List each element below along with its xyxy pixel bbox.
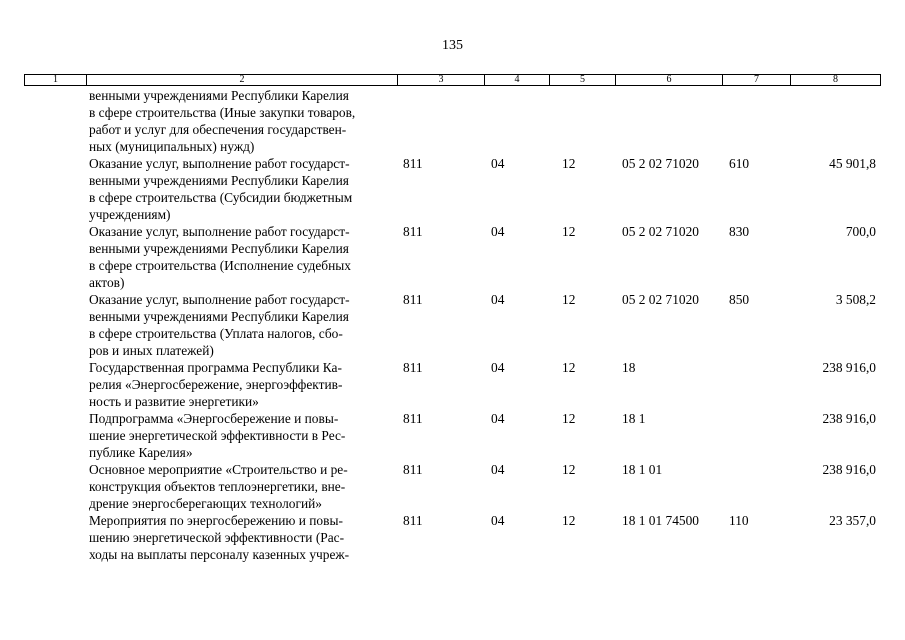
row-section: 04 [491, 513, 505, 528]
row-subsection: 12 [562, 292, 576, 307]
row-name-line: публике Карелия» [89, 445, 193, 460]
row-subsection: 12 [562, 462, 576, 477]
row-number-empty [24, 223, 86, 291]
row-admin: 811 [403, 156, 423, 171]
row-name-line: шению энергетической эффективности (Рас- [89, 530, 345, 545]
header-cell-2: 2 [87, 75, 398, 86]
row-name-line: ров и иных платежей) [89, 343, 214, 358]
row-admin: 811 [403, 360, 423, 375]
row-name-line: венными учреждениями Республики Карелия [89, 241, 349, 256]
row-amount: 23 357,0 [829, 513, 876, 528]
row-name-line: венными учреждениями Республики Карелия [89, 173, 349, 188]
row-expense-type: 110 [729, 513, 749, 528]
row-expense-type [722, 410, 790, 461]
header-row [25, 75, 881, 86]
row-number-empty [24, 291, 86, 359]
row-admin [397, 87, 484, 155]
row-name-line: Основное мероприятие «Строительство и ре- [89, 462, 348, 477]
row-section: 04 [491, 292, 505, 307]
row-name-line: дрение энергосберегающих технологий» [89, 496, 322, 511]
row-section: 04 [491, 462, 505, 477]
row-target-article [615, 87, 722, 155]
row-section: 04 [491, 360, 505, 375]
row-number-empty [24, 359, 86, 410]
row-name-line: в сфере строительства (Иные закупки товаров, [89, 105, 356, 120]
table-row [24, 410, 880, 461]
header-cell-5: 5 [550, 75, 616, 86]
row-name-line: ных (муниципальных) нужд) [89, 139, 255, 154]
header-cell-7: 7 [723, 75, 791, 86]
row-name-line: Государственная программа Республики Ка- [89, 360, 342, 375]
header-cell-3: 3 [398, 75, 485, 86]
row-number-empty [24, 87, 86, 155]
row-name-line: Оказание услуг, выполнение работ государст- [89, 292, 350, 307]
row-name-line: в сфере строительства (Субсидии бюджетным [89, 190, 353, 205]
row-admin: 811 [403, 513, 423, 528]
row-number-empty [24, 512, 86, 563]
row-expense-type: 830 [729, 224, 750, 239]
row-admin: 811 [403, 224, 423, 239]
row-expense-type: 850 [729, 292, 750, 307]
row-admin: 811 [403, 462, 423, 477]
row-section [484, 87, 549, 155]
header-cell-4: 4 [485, 75, 550, 86]
row-target-article: 05 2 02 71020 [622, 292, 699, 307]
row-subsection: 12 [562, 513, 576, 528]
row-name [86, 155, 397, 223]
row-name-line: ходы на выплаты персоналу казенных учреж- [89, 547, 350, 562]
row-section: 04 [491, 156, 505, 171]
table-row [24, 87, 880, 155]
row-target-article: 18 1 01 74500 [622, 513, 699, 528]
header-cell-8: 8 [791, 75, 881, 86]
row-admin: 811 [403, 411, 423, 426]
row-subsection: 12 [562, 411, 576, 426]
row-amount: 238 916,0 [822, 360, 876, 375]
row-target-article: 18 1 01 [622, 462, 663, 477]
row-target-article: 18 [622, 360, 636, 375]
row-amount: 3 508,2 [835, 292, 876, 307]
row-subsection: 12 [562, 156, 576, 171]
row-name-line: венными учреждениями Республики Карелия [89, 309, 349, 324]
row-amount: 238 916,0 [822, 411, 876, 426]
row-name-line: актов) [89, 275, 125, 290]
row-name-line: венными учреждениями Республики Карелия [89, 88, 349, 103]
table-row [24, 461, 880, 512]
row-amount [790, 87, 880, 155]
row-subsection: 12 [562, 224, 576, 239]
row-amount: 238 916,0 [822, 462, 876, 477]
table-row [24, 512, 880, 563]
row-name-line: релия «Энергосбережение, энергоэффектив- [89, 377, 343, 392]
row-subsection: 12 [562, 360, 576, 375]
row-section: 04 [491, 411, 505, 426]
row-expense-type [722, 461, 790, 512]
row-name-line: Оказание услуг, выполнение работ государст- [89, 224, 350, 239]
row-target-article: 05 2 02 71020 [622, 224, 699, 239]
row-target-article: 18 1 [622, 411, 646, 426]
row-number-empty [24, 155, 86, 223]
row-number-empty [24, 410, 86, 461]
row-name [86, 410, 397, 461]
row-name [86, 223, 397, 291]
row-section: 04 [491, 224, 505, 239]
row-name-line: учреждениям) [89, 207, 171, 222]
budget-table [24, 87, 880, 563]
header-cell-1: 1 [25, 75, 87, 86]
table-row [24, 291, 880, 359]
row-admin: 811 [403, 292, 423, 307]
row-name-line: в сфере строительства (Уплата налогов, сбо- [89, 326, 343, 341]
row-name-line: конструкция объектов теплоэнергетики, вне- [89, 479, 346, 494]
row-amount: 45 901,8 [829, 156, 876, 171]
table-row [24, 155, 880, 223]
header-cell-6: 6 [616, 75, 723, 86]
column-number-header [24, 74, 881, 86]
row-name-line: Подпрограмма «Энергосбережение и повы- [89, 411, 339, 426]
row-subsection [549, 87, 615, 155]
page-number: 135 [442, 38, 463, 53]
row-name-line: ность и развитие энергетики» [89, 394, 259, 409]
row-expense-type: 610 [729, 156, 750, 171]
row-name [86, 359, 397, 410]
row-expense-type [722, 87, 790, 155]
row-name-line: работ и услуг для обеспечения государствен- [89, 122, 347, 137]
row-name-line: Мероприятия по энергосбережению и повы- [89, 513, 343, 528]
row-target-article: 05 2 02 71020 [622, 156, 699, 171]
row-name-line: Оказание услуг, выполнение работ государст- [89, 156, 350, 171]
row-name [86, 291, 397, 359]
row-name [86, 512, 397, 563]
row-amount: 700,0 [845, 224, 876, 239]
row-name-line: в сфере строительства (Исполнение судебных [89, 258, 351, 273]
row-name [86, 87, 397, 155]
table-row [24, 223, 880, 291]
row-name [86, 461, 397, 512]
table-row [24, 359, 880, 410]
row-expense-type [722, 359, 790, 410]
row-number-empty [24, 461, 86, 512]
row-name-line: шение энергетической эффективности в Рес- [89, 428, 346, 443]
